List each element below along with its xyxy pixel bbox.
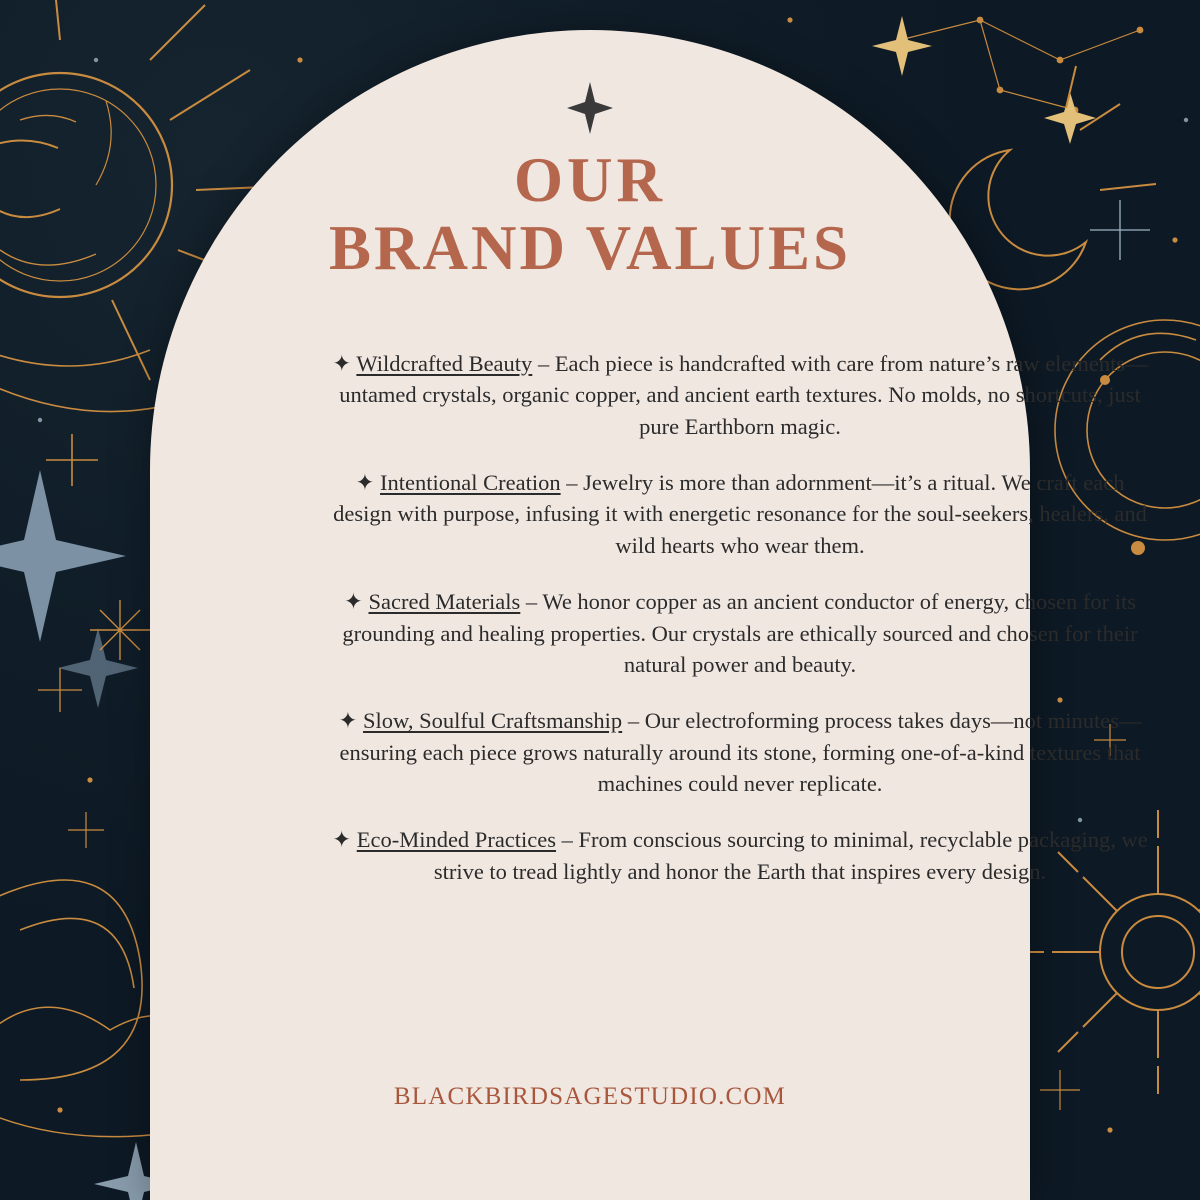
- website-url: BLACKBIRDSAGESTUDIO.COM: [393, 1083, 787, 1110]
- value-term: Eco-Minded Practices: [356, 827, 557, 853]
- star-burst-icon: [46, 434, 98, 486]
- value-text: Our electroforming process takes days—not minutes—ensuring each piece grows naturally around its stone, forming one-of-a-kind textures that machines could never replicate.: [339, 707, 1142, 797]
- list-item: [330, 467, 1150, 562]
- list-item: [330, 348, 1150, 443]
- value-text: Each piece is handcrafted with care from nature’s raw elements—untamed crystals, organic copper, and ancient earth textures. No molds, no shortcuts, just pure Earthborn magic.: [339, 350, 1148, 439]
- list-item: [330, 586, 1150, 681]
- brand-values-list: [330, 325, 1150, 902]
- value-text: From conscious sourcing to minimal, recyclable packaging, we strive to tread lightly and honor the Earth that inspires every design.: [433, 827, 1148, 884]
- bullet-icon: ✦: [332, 350, 352, 376]
- value-term: Intentional Creation: [380, 469, 561, 495]
- title-line-1: OUR: [514, 145, 666, 215]
- list-item: [330, 824, 1150, 887]
- value-dash: –: [532, 350, 555, 376]
- value-term: Sacred Materials: [368, 588, 521, 614]
- value-text: Jewelry is more than adornment—it’s a ritual. We craft each design with purpose, infusing it with energetic resonance for the soul-seekers, healers, and wild hearts who wear them.: [333, 469, 1147, 559]
- crescent-arc: [0, 880, 142, 1080]
- value-dash: –: [520, 588, 543, 614]
- value-dash: –: [560, 469, 584, 495]
- bullet-icon: ✦: [355, 469, 375, 495]
- value-dash: –: [556, 827, 579, 853]
- four-point-sparkle-icon: [567, 82, 613, 134]
- list-item: [330, 705, 1150, 800]
- value-text: We honor copper as an ancient conductor of energy, chosen for its grounding and healing properties. Our crystals are ethically sourced and chosen for their natural power and beauty.: [342, 588, 1138, 678]
- bullet-icon: ✦: [344, 588, 363, 614]
- sun-face-icon: [0, 73, 172, 297]
- page-title: [150, 145, 1030, 283]
- constellation-lines: [900, 20, 1140, 110]
- value-term: Wildcrafted Beauty: [356, 350, 533, 376]
- bullet-icon: ✦: [338, 707, 358, 733]
- arch-card: [150, 30, 1148, 1200]
- title-line-2: BRAND VALUES: [328, 212, 852, 283]
- value-term: Slow, Soulful Craftsmanship: [363, 707, 623, 733]
- bullet-icon: ✦: [332, 827, 352, 853]
- value-dash: –: [622, 707, 645, 733]
